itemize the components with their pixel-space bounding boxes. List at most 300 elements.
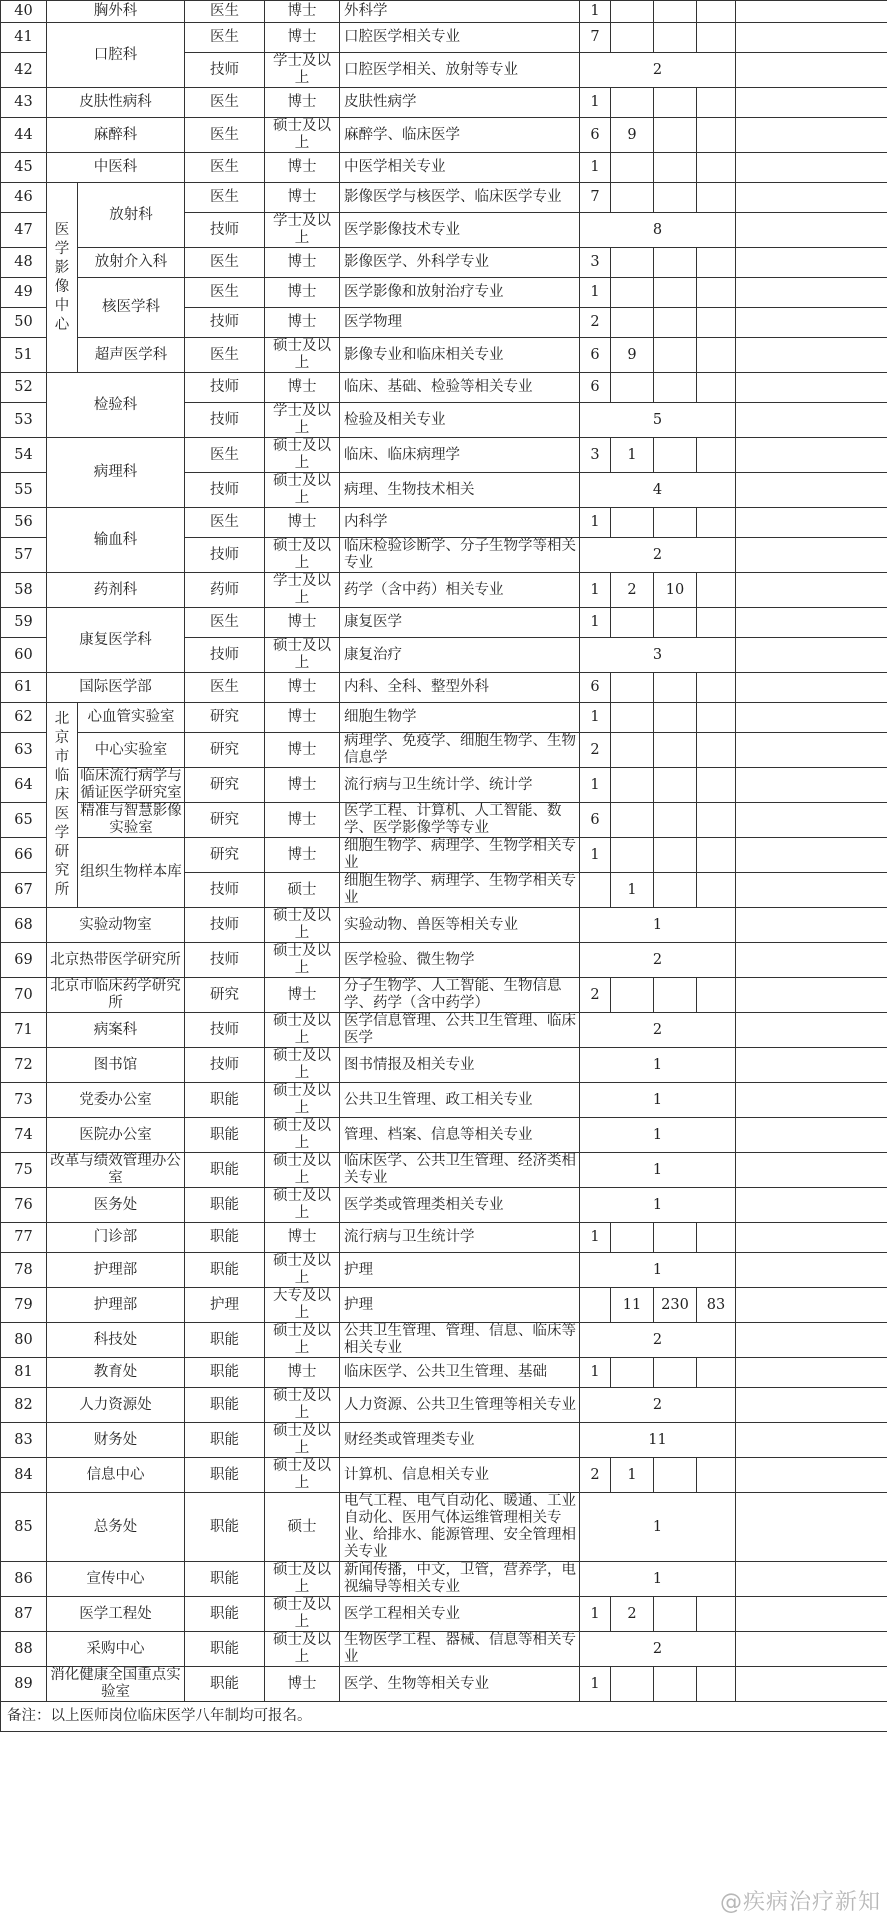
remarks — [736, 873, 887, 908]
row-number: 46 — [1, 183, 47, 213]
row-number: 77 — [1, 1223, 47, 1253]
table-row — [1, 1153, 887, 1188]
headcount-merged: 2 — [580, 1013, 736, 1048]
department: 改革与绩效管理办公室 — [47, 1153, 185, 1188]
major-requirement: 口腔医学相关专业 — [340, 23, 580, 53]
remarks — [736, 88, 887, 118]
row-number: 50 — [1, 308, 47, 338]
education: 硕士及以上 — [265, 1048, 340, 1083]
headcount-b — [611, 508, 654, 538]
major-requirement: 临床医学、公共卫生管理、经济类相关专业 — [340, 1153, 580, 1188]
row-number: 55 — [1, 473, 47, 508]
department: 检验科 — [47, 373, 185, 438]
headcount-merged: 1 — [580, 1083, 736, 1118]
department: 医院办公室 — [47, 1118, 185, 1153]
remarks — [736, 403, 887, 438]
headcount-b — [611, 768, 654, 803]
position-type: 医生 — [185, 153, 265, 183]
headcount-d — [697, 803, 736, 838]
remarks — [736, 838, 887, 873]
table-row — [1, 608, 887, 638]
headcount-d — [697, 118, 736, 153]
major-requirement: 麻醉学、临床医学 — [340, 118, 580, 153]
position-type: 职能 — [185, 1358, 265, 1388]
education: 硕士及以上 — [265, 1083, 340, 1118]
education: 博士 — [265, 803, 340, 838]
position-type: 护理 — [185, 1288, 265, 1323]
headcount-a: 1 — [580, 1358, 611, 1388]
headcount-a: 1 — [580, 508, 611, 538]
remarks — [736, 908, 887, 943]
headcount-d — [697, 838, 736, 873]
major-requirement: 康复医学 — [340, 608, 580, 638]
row-number: 80 — [1, 1323, 47, 1358]
remarks — [736, 278, 887, 308]
major-requirement: 检验及相关专业 — [340, 403, 580, 438]
department: 心血管实验室 — [78, 703, 185, 733]
education: 博士 — [265, 308, 340, 338]
department: 药剂科 — [47, 573, 185, 608]
education: 硕士 — [265, 873, 340, 908]
position-type: 研究 — [185, 733, 265, 768]
headcount-c: 10 — [654, 573, 697, 608]
headcount-b: 1 — [611, 438, 654, 473]
watermark: @疾病治疗新知 — [719, 1890, 881, 1915]
headcount-a: 6 — [580, 673, 611, 703]
education: 硕士及以上 — [265, 473, 340, 508]
remarks — [736, 118, 887, 153]
headcount-a: 6 — [580, 338, 611, 373]
headcount-d — [697, 248, 736, 278]
headcount-c — [654, 438, 697, 473]
position-type: 职能 — [185, 1118, 265, 1153]
department: 超声医学科 — [78, 338, 185, 373]
remarks — [736, 703, 887, 733]
table-row — [1, 1118, 887, 1153]
headcount-a: 1 — [580, 1667, 611, 1702]
row-number: 54 — [1, 438, 47, 473]
row-number: 60 — [1, 638, 47, 673]
major-requirement: 医学信息管理、公共卫生管理、临床医学 — [340, 1013, 580, 1048]
headcount-b — [611, 673, 654, 703]
remarks — [736, 1562, 887, 1597]
department: 胸外科 — [47, 1, 185, 23]
row-number: 49 — [1, 278, 47, 308]
row-number: 71 — [1, 1013, 47, 1048]
remarks — [736, 638, 887, 673]
department: 北京热带医学研究所 — [47, 943, 185, 978]
major-requirement: 医学、生物等相关专业 — [340, 1667, 580, 1702]
headcount-c — [654, 1223, 697, 1253]
headcount-b: 2 — [611, 573, 654, 608]
major-requirement: 皮肤性病学 — [340, 88, 580, 118]
table-row — [1, 1358, 887, 1388]
major-requirement: 实验动物、兽医等相关专业 — [340, 908, 580, 943]
major-requirement: 中医学相关专业 — [340, 153, 580, 183]
row-number: 87 — [1, 1597, 47, 1632]
headcount-b — [611, 248, 654, 278]
position-type: 技师 — [185, 473, 265, 508]
headcount-d — [697, 308, 736, 338]
headcount-a — [580, 873, 611, 908]
row-number: 53 — [1, 403, 47, 438]
row-number: 65 — [1, 803, 47, 838]
major-requirement: 图书情报及相关专业 — [340, 1048, 580, 1083]
headcount-b — [611, 1667, 654, 1702]
education: 博士 — [265, 838, 340, 873]
education: 硕士及以上 — [265, 638, 340, 673]
headcount-merged: 2 — [580, 1323, 736, 1358]
table-row — [1, 1288, 887, 1323]
department: 采购中心 — [47, 1632, 185, 1667]
education: 硕士及以上 — [265, 538, 340, 573]
major-requirement: 公共卫生管理、管理、信息、临床等相关专业 — [340, 1323, 580, 1358]
position-type: 医生 — [185, 278, 265, 308]
row-number: 79 — [1, 1288, 47, 1323]
headcount-d — [697, 1597, 736, 1632]
headcount-a: 1 — [580, 88, 611, 118]
table-row — [1, 23, 887, 53]
row-number: 61 — [1, 673, 47, 703]
education: 博士 — [265, 508, 340, 538]
row-number: 58 — [1, 573, 47, 608]
row-number: 43 — [1, 88, 47, 118]
headcount-a: 1 — [580, 1, 611, 23]
department: 病理科 — [47, 438, 185, 508]
position-type: 职能 — [185, 1188, 265, 1223]
position-type: 技师 — [185, 308, 265, 338]
department: 党委办公室 — [47, 1083, 185, 1118]
headcount-b — [611, 373, 654, 403]
major-requirement: 内科学 — [340, 508, 580, 538]
headcount-c — [654, 248, 697, 278]
headcount-d — [697, 733, 736, 768]
headcount-d: 83 — [697, 1288, 736, 1323]
education: 博士 — [265, 733, 340, 768]
headcount-b — [611, 308, 654, 338]
headcount-c — [654, 1667, 697, 1702]
department: 组织生物样本库 — [78, 838, 185, 908]
headcount-b: 9 — [611, 338, 654, 373]
education: 硕士及以上 — [265, 1188, 340, 1223]
headcount-b: 9 — [611, 118, 654, 153]
department: 国际医学部 — [47, 673, 185, 703]
headcount-c — [654, 703, 697, 733]
department: 精准与智慧影像实验室 — [78, 803, 185, 838]
major-requirement: 外科学 — [340, 1, 580, 23]
education: 博士 — [265, 153, 340, 183]
position-type: 技师 — [185, 53, 265, 88]
row-number: 64 — [1, 768, 47, 803]
major-requirement: 电气工程、电气自动化、暖通、工业自动化、医用气体运维管理相关专业、给排水、能源管理、安全管理相关专业 — [340, 1493, 580, 1562]
row-number: 68 — [1, 908, 47, 943]
headcount-merged: 1 — [580, 1188, 736, 1223]
headcount-b — [611, 183, 654, 213]
headcount-b — [611, 978, 654, 1013]
headcount-a — [580, 1288, 611, 1323]
table-row — [1, 508, 887, 538]
table-row — [1, 978, 887, 1013]
headcount-c — [654, 118, 697, 153]
position-type: 医生 — [185, 183, 265, 213]
major-requirement: 公共卫生管理、政工相关专业 — [340, 1083, 580, 1118]
remarks — [736, 338, 887, 373]
department-group: 北京市临床医学研究所 — [47, 703, 78, 908]
remarks — [736, 1493, 887, 1562]
headcount-d — [697, 1358, 736, 1388]
table-row — [1, 118, 887, 153]
education: 博士 — [265, 703, 340, 733]
department: 麻醉科 — [47, 118, 185, 153]
major-requirement: 新闻传播，中文，卫管，营养学，电视编导等相关专业 — [340, 1562, 580, 1597]
headcount-d — [697, 278, 736, 308]
major-requirement: 医学工程相关专业 — [340, 1597, 580, 1632]
headcount-c — [654, 1, 697, 23]
position-type: 研究 — [185, 978, 265, 1013]
row-number: 56 — [1, 508, 47, 538]
row-number: 85 — [1, 1493, 47, 1562]
table-row — [1, 943, 887, 978]
education: 硕士及以上 — [265, 1458, 340, 1493]
headcount-d — [697, 338, 736, 373]
headcount-d — [697, 573, 736, 608]
department: 财务处 — [47, 1423, 185, 1458]
row-number: 81 — [1, 1358, 47, 1388]
headcount-b: 11 — [611, 1288, 654, 1323]
headcount-a: 2 — [580, 978, 611, 1013]
headcount-merged: 2 — [580, 538, 736, 573]
headcount-c — [654, 608, 697, 638]
remarks — [736, 978, 887, 1013]
headcount-a: 7 — [580, 183, 611, 213]
remarks — [736, 1188, 887, 1223]
department: 护理部 — [47, 1253, 185, 1288]
education: 硕士及以上 — [265, 1118, 340, 1153]
headcount-merged: 11 — [580, 1423, 736, 1458]
major-requirement: 临床检验诊断学、分子生物学等相关专业 — [340, 538, 580, 573]
position-type: 技师 — [185, 943, 265, 978]
department: 核医学科 — [78, 278, 185, 338]
major-requirement: 病理、生物技术相关 — [340, 473, 580, 508]
remarks — [736, 1223, 887, 1253]
table-row — [1, 908, 887, 943]
headcount-merged: 3 — [580, 638, 736, 673]
table-row — [1, 1493, 887, 1562]
headcount-a: 1 — [580, 1223, 611, 1253]
headcount-merged: 2 — [580, 1632, 736, 1667]
headcount-c — [654, 768, 697, 803]
table-row — [1, 1188, 887, 1223]
major-requirement: 细胞生物学、病理学、生物学相关专业 — [340, 873, 580, 908]
department: 护理部 — [47, 1288, 185, 1323]
education: 博士 — [265, 1, 340, 23]
remarks — [736, 1323, 887, 1358]
row-number: 67 — [1, 873, 47, 908]
department: 康复医学科 — [47, 608, 185, 673]
headcount-merged: 8 — [580, 213, 736, 248]
headcount-d — [697, 873, 736, 908]
position-type: 医生 — [185, 1, 265, 23]
major-requirement: 分子生物学、人工智能、生物信息学、药学（含中药学） — [340, 978, 580, 1013]
headcount-a: 2 — [580, 733, 611, 768]
headcount-c — [654, 338, 697, 373]
position-type: 研究 — [185, 803, 265, 838]
headcount-d — [697, 438, 736, 473]
position-type: 医生 — [185, 438, 265, 473]
table-row — [1, 1223, 887, 1253]
department: 消化健康全国重点实验室 — [47, 1667, 185, 1702]
position-type: 职能 — [185, 1253, 265, 1288]
education: 大专及以上 — [265, 1288, 340, 1323]
education: 学士及以上 — [265, 403, 340, 438]
major-requirement: 病理学、免疫学、细胞生物学、生物信息学 — [340, 733, 580, 768]
headcount-c — [654, 308, 697, 338]
education: 硕士及以上 — [265, 1013, 340, 1048]
row-number: 70 — [1, 978, 47, 1013]
row-number: 86 — [1, 1562, 47, 1597]
row-number: 69 — [1, 943, 47, 978]
headcount-c — [654, 733, 697, 768]
education: 学士及以上 — [265, 213, 340, 248]
department: 实验动物室 — [47, 908, 185, 943]
department: 教育处 — [47, 1358, 185, 1388]
headcount-b — [611, 608, 654, 638]
major-requirement: 细胞生物学、病理学、生物学相关专业 — [340, 838, 580, 873]
table-row — [1, 673, 887, 703]
department-group: 医学影像中心 — [47, 183, 78, 373]
department: 临床流行病学与循证医学研究室 — [78, 768, 185, 803]
remarks — [736, 608, 887, 638]
major-requirement: 医学物理 — [340, 308, 580, 338]
remarks — [736, 1153, 887, 1188]
table-row — [1, 1253, 887, 1288]
row-number: 62 — [1, 703, 47, 733]
department: 放射介入科 — [78, 248, 185, 278]
headcount-c — [654, 838, 697, 873]
table-row — [1, 1632, 887, 1667]
position-type: 医生 — [185, 338, 265, 373]
headcount-d — [697, 1458, 736, 1493]
headcount-merged: 1 — [580, 908, 736, 943]
position-type: 研究 — [185, 703, 265, 733]
position-type: 医生 — [185, 118, 265, 153]
table-row — [1, 1423, 887, 1458]
major-requirement: 影像专业和临床相关专业 — [340, 338, 580, 373]
row-number: 88 — [1, 1632, 47, 1667]
position-type: 医生 — [185, 508, 265, 538]
table-row — [1, 153, 887, 183]
remarks — [736, 1288, 887, 1323]
headcount-a: 6 — [580, 803, 611, 838]
headcount-b: 1 — [611, 1458, 654, 1493]
position-type: 医生 — [185, 673, 265, 703]
table-row — [1, 733, 887, 768]
headcount-c — [654, 373, 697, 403]
headcount-d — [697, 88, 736, 118]
department: 医务处 — [47, 1188, 185, 1223]
headcount-b — [611, 838, 654, 873]
remarks — [736, 23, 887, 53]
position-type: 职能 — [185, 1423, 265, 1458]
education: 硕士及以上 — [265, 1323, 340, 1358]
position-type: 技师 — [185, 908, 265, 943]
table-row — [1, 1013, 887, 1048]
major-requirement: 计算机、信息相关专业 — [340, 1458, 580, 1493]
department: 医学工程处 — [47, 1597, 185, 1632]
major-requirement: 财经类或管理类专业 — [340, 1423, 580, 1458]
headcount-b: 1 — [611, 873, 654, 908]
major-requirement: 护理 — [340, 1288, 580, 1323]
headcount-merged: 2 — [580, 53, 736, 88]
table-row — [1, 88, 887, 118]
headcount-d — [697, 978, 736, 1013]
remarks — [736, 508, 887, 538]
position-type: 职能 — [185, 1223, 265, 1253]
department: 门诊部 — [47, 1223, 185, 1253]
headcount-merged: 5 — [580, 403, 736, 438]
row-number: 47 — [1, 213, 47, 248]
headcount-d — [697, 153, 736, 183]
education: 博士 — [265, 768, 340, 803]
position-type: 技师 — [185, 638, 265, 673]
row-number: 73 — [1, 1083, 47, 1118]
headcount-d — [697, 673, 736, 703]
education: 硕士 — [265, 1493, 340, 1562]
row-number: 83 — [1, 1423, 47, 1458]
position-type: 医生 — [185, 23, 265, 53]
education: 硕士及以上 — [265, 438, 340, 473]
headcount-b — [611, 153, 654, 183]
education: 硕士及以上 — [265, 1388, 340, 1423]
remarks — [736, 1253, 887, 1288]
headcount-merged: 1 — [580, 1118, 736, 1153]
position-type: 研究 — [185, 768, 265, 803]
headcount-a: 1 — [580, 703, 611, 733]
headcount-c: 230 — [654, 1288, 697, 1323]
department: 中心实验室 — [78, 733, 185, 768]
headcount-d — [697, 1667, 736, 1702]
headcount-c — [654, 673, 697, 703]
table-row — [1, 438, 887, 473]
department: 宣传中心 — [47, 1562, 185, 1597]
remarks — [736, 538, 887, 573]
row-number: 41 — [1, 23, 47, 53]
department: 输血科 — [47, 508, 185, 573]
remarks — [736, 768, 887, 803]
remarks — [736, 673, 887, 703]
headcount-b: 2 — [611, 1597, 654, 1632]
headcount-c — [654, 508, 697, 538]
headcount-c — [654, 23, 697, 53]
position-type: 职能 — [185, 1493, 265, 1562]
education: 博士 — [265, 373, 340, 403]
remarks — [736, 1048, 887, 1083]
remarks — [736, 308, 887, 338]
remarks — [736, 1667, 887, 1702]
department: 皮肤性病科 — [47, 88, 185, 118]
headcount-a: 1 — [580, 838, 611, 873]
major-requirement: 影像医学、外科学专业 — [340, 248, 580, 278]
headcount-b — [611, 803, 654, 838]
headcount-merged: 4 — [580, 473, 736, 508]
position-type: 技师 — [185, 1013, 265, 1048]
row-number: 78 — [1, 1253, 47, 1288]
table-row — [1, 1667, 887, 1702]
headcount-b — [611, 88, 654, 118]
remarks — [736, 733, 887, 768]
position-type: 技师 — [185, 373, 265, 403]
table-row — [1, 248, 887, 278]
